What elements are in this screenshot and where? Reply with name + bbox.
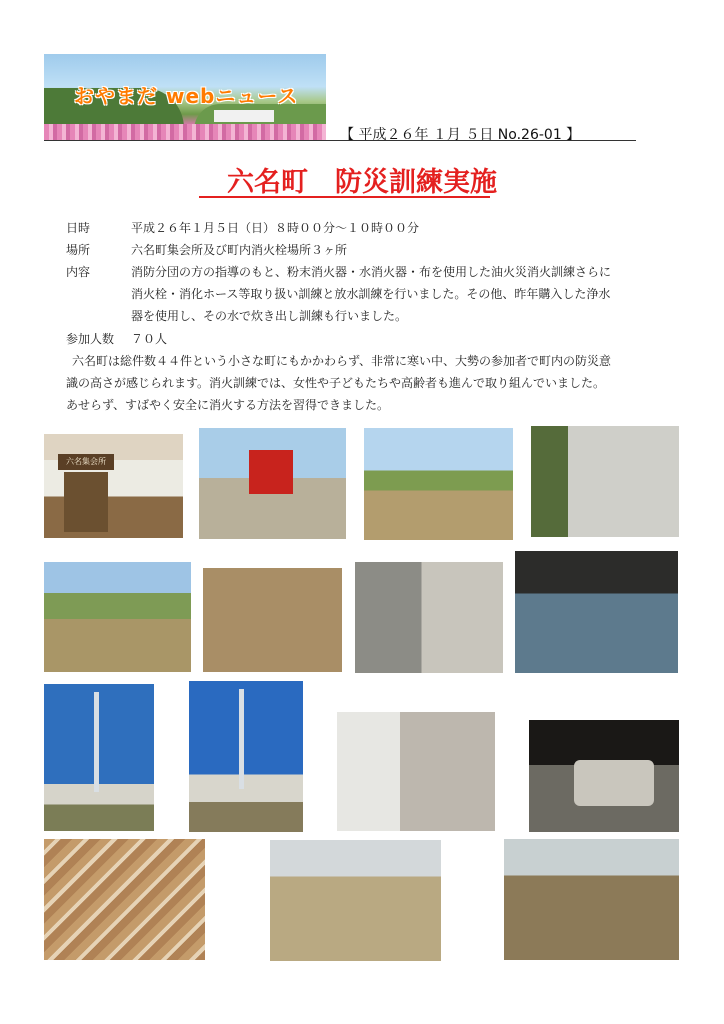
water-spray [239,689,244,789]
participants-value: ７０人 [131,332,168,346]
photo-fire-truck-group [199,428,346,539]
photo-elders-eating [504,839,679,960]
photo-group-eating [270,840,441,961]
photo-cooking-indoors [337,712,495,831]
content-label: 内容 [66,265,91,279]
photo-hydrant-hose [515,551,678,673]
header-divider [44,140,636,141]
photo-water-purifier [531,426,679,537]
date-label: 日時 [66,221,91,235]
photo-water-spray-1 [44,684,154,831]
body-paragraph-line: 識の高さが感じられます。消火訓練では、女性や子どもたちや高齢者も進んで取り組んでいました。 [66,376,606,390]
photo-rice-trays [44,839,205,960]
hall-door [64,472,108,532]
photo-rice-bag [529,720,679,832]
place-value: 六名町集会所及び町内消火栓場所３ヶ所 [131,243,348,257]
article-headline: 六名町 防災訓練実施 [227,167,497,198]
banner-flower-field [44,124,326,140]
photo-participants-crowd [364,428,513,540]
place-label: 場所 [66,243,91,257]
body-paragraph-line: 六名町は総件数４４件という小さな町にもかかわらず、非常に寒い中、大勢の参加者で町内の防災意 [72,354,612,368]
fire-truck [249,450,293,494]
photo-community-hall [44,434,183,538]
water-spray [94,692,99,792]
content-line: 器を使用し、その水で炊き出し訓練も行いました。 [131,309,408,323]
date-value: 平成２６年１月５日（日）８時００分～１０時００分 [131,221,420,235]
body-paragraph-line: あせらず、すばやく安全に消火する方法を習得できました。 [66,398,390,412]
photo-hydrant-opening [355,562,503,673]
headline-underline [199,196,490,198]
content-line: 消防分団の方の指導のもと、粉末消火器・水消火器・布を使用した油火災消火訓練さらに [131,265,612,279]
photo-field-training [44,562,191,672]
hall-sign: 六名集会所 [58,454,114,470]
banner-title: おやまだ webニュース [74,84,299,108]
cooking-bag [574,760,654,806]
participants-label: 参加人数 [66,332,115,346]
photo-water-spray-2 [189,681,303,832]
content-line: 消火栓・消化ホース等取り扱い訓練と放水訓練を行いました。その他、昨年購入した浄水 [131,287,611,301]
banner-buildings [214,110,274,122]
header-banner [44,54,326,140]
photo-extinguisher-training [203,568,342,672]
issue-number: 【 平成２６年 １月 ５日 No.26-01 】 [340,127,581,143]
